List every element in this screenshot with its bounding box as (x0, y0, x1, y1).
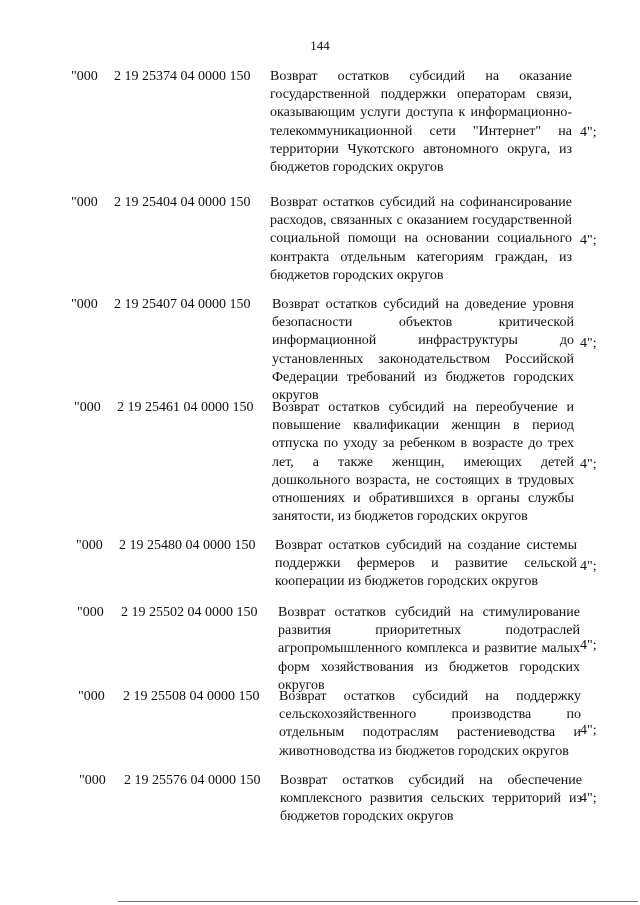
budget-classification-code: 2 19 25576 04 0000 150 (124, 773, 261, 788)
code-prefix: "000 (71, 69, 98, 84)
entry-description: Возврат остатков субсидий на поддержку сельскохозяйственного производства по отдельным подотраслям растениеводства и животноводства из бюджетов городских округов (279, 689, 581, 759)
entry-suffix: 4"; (580, 791, 597, 806)
code-prefix: "000 (77, 605, 104, 620)
code-prefix: "000 (79, 773, 106, 788)
budget-classification-code: 2 19 25407 04 0000 150 (114, 297, 251, 312)
budget-classification-code: 2 19 25404 04 0000 150 (114, 195, 251, 210)
code-prefix: "000 (74, 400, 101, 415)
budget-classification-code: 2 19 25508 04 0000 150 (123, 689, 260, 704)
code-prefix: "000 (71, 195, 98, 210)
budget-classification-code: 2 19 25374 04 0000 150 (114, 69, 251, 84)
entry-description: Возврат остатков субсидий на доведение уровня безопасности объектов критической информационной инфраструктуры до установленных законодательством Российской Федерации требований из бюджетов городских округов (272, 297, 574, 404)
entry-description: Возврат остатков субсидий на обеспечение комплексного развития сельских территорий из бюджетов городских округов (280, 773, 582, 825)
entry-description: Возврат остатков субсидий на стимулирование развития приоритетных подотраслей агропромышленного комплекса и развитие малых форм хозяйствования из бюджетов городских округов (278, 605, 580, 693)
entry-suffix: 4"; (580, 336, 597, 351)
code-prefix: "000 (78, 689, 105, 704)
entry-suffix: 4"; (580, 638, 597, 653)
code-prefix: "000 (76, 538, 103, 553)
entry-description: Возврат остатков субсидий на переобучение и повышение квалификации женщин в период отпуска по уходу за ребенком в возрасте до трех лет, а также женщин, имеющих детей дошкольного возраста, не состоящих в трудовых отношениях и обратившихся в органы службы занятости, из бюджетов городских округов (272, 400, 574, 525)
budget-classification-code: 2 19 25480 04 0000 150 (119, 538, 256, 553)
code-prefix: "000 (71, 297, 98, 312)
entry-suffix: 4"; (580, 723, 597, 738)
page-number: 144 (310, 38, 330, 53)
entry-suffix: 4"; (580, 125, 597, 140)
budget-classification-code: 2 19 25502 04 0000 150 (121, 605, 258, 620)
budget-classification-code: 2 19 25461 04 0000 150 (117, 400, 254, 415)
entry-suffix: 4"; (580, 457, 597, 472)
scan-bottom-edge (118, 901, 638, 902)
entry-description: Возврат остатков субсидий на оказание государственной поддержки операторам связи, оказывающим услуги доступа к информационно-телекоммуникационной сети "Интернет" на территории Чукотского автономного округа, из бюджетов городских округов (270, 69, 572, 176)
entry-description: Возврат остатков субсидий на создание системы поддержки фермеров и развитие сельской кооперации из бюджетов городских округов (275, 538, 577, 590)
entry-suffix: 4"; (580, 559, 597, 574)
entry-description: Возврат остатков субсидий на софинансирование расходов, связанных с оказанием государственной социальной помощи на основании социального контракта отдельным категориям граждан, из бюджетов городских округов (270, 195, 572, 283)
entry-suffix: 4"; (580, 233, 597, 248)
